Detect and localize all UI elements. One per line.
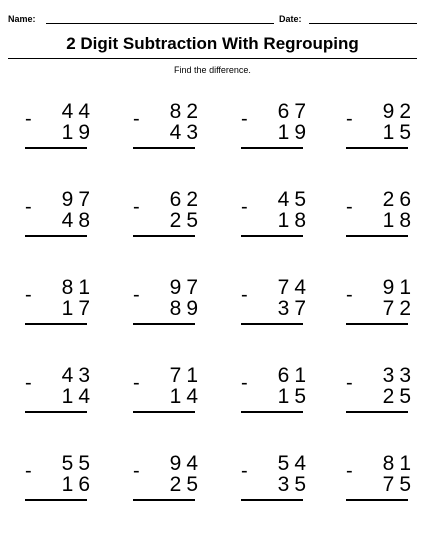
subtrahend: 15 (277, 385, 311, 408)
minuend: 44 (61, 100, 95, 123)
name-field-line[interactable] (46, 23, 274, 24)
subtrahend: 19 (277, 121, 311, 144)
answer-line[interactable] (25, 499, 87, 501)
minuend: 94 (169, 452, 203, 475)
subtrahend: 37 (277, 297, 311, 320)
subtrahend: 16 (61, 473, 95, 496)
answer-line[interactable] (241, 147, 303, 149)
minus-sign: - (241, 372, 248, 394)
subtraction-problem (133, 360, 203, 420)
minus-sign: - (25, 460, 32, 482)
answer-line[interactable] (346, 411, 408, 413)
subtraction-problem (346, 184, 416, 244)
subtraction-problem (25, 448, 95, 508)
subtrahend: 43 (169, 121, 203, 144)
subtraction-problem (241, 96, 311, 156)
minuend: 62 (169, 188, 203, 211)
worksheet-header (8, 12, 417, 26)
minuend: 71 (169, 364, 203, 387)
minus-sign: - (25, 284, 32, 306)
subtraction-problem (241, 272, 311, 332)
subtraction-problem (25, 360, 95, 420)
minus-sign: - (346, 372, 353, 394)
minus-sign: - (346, 460, 353, 482)
minuend: 92 (382, 100, 416, 123)
subtraction-problem (241, 448, 311, 508)
answer-line[interactable] (133, 323, 195, 325)
minuend: 33 (382, 364, 416, 387)
minuend: 97 (61, 188, 95, 211)
answer-line[interactable] (133, 147, 195, 149)
minuend: 26 (382, 188, 416, 211)
subtraction-problem (241, 360, 311, 420)
subtrahend: 72 (382, 297, 416, 320)
answer-line[interactable] (241, 323, 303, 325)
minus-sign: - (241, 196, 248, 218)
answer-line[interactable] (25, 323, 87, 325)
subtrahend: 25 (169, 473, 203, 496)
minuend: 45 (277, 188, 311, 211)
date-field-line[interactable] (309, 23, 417, 24)
answer-line[interactable] (346, 147, 408, 149)
minus-sign: - (133, 372, 140, 394)
subtrahend: 18 (277, 209, 311, 232)
minus-sign: - (133, 196, 140, 218)
answer-line[interactable] (25, 235, 87, 237)
subtraction-problem (133, 184, 203, 244)
minus-sign: - (346, 108, 353, 130)
minus-sign: - (25, 196, 32, 218)
answer-line[interactable] (241, 235, 303, 237)
subtrahend: 35 (277, 473, 311, 496)
subtraction-problem (346, 448, 416, 508)
answer-line[interactable] (346, 499, 408, 501)
subtraction-problem (346, 360, 416, 420)
subtrahend: 18 (382, 209, 416, 232)
minus-sign: - (241, 108, 248, 130)
answer-line[interactable] (346, 323, 408, 325)
subtraction-problem (346, 272, 416, 332)
minus-sign: - (346, 284, 353, 306)
minus-sign: - (241, 460, 248, 482)
subtraction-problem (25, 184, 95, 244)
minus-sign: - (346, 196, 353, 218)
minuend: 55 (61, 452, 95, 475)
minus-sign: - (133, 460, 140, 482)
minuend: 81 (382, 452, 416, 475)
worksheet-title: 2 Digit Subtraction With Regrouping (66, 34, 359, 53)
minus-sign: - (133, 284, 140, 306)
subtrahend: 89 (169, 297, 203, 320)
date-label: Date: (279, 14, 302, 24)
subtraction-problem (133, 96, 203, 156)
subtraction-problem (346, 96, 416, 156)
subtraction-problem (25, 272, 95, 332)
minus-sign: - (133, 108, 140, 130)
minuend: 91 (382, 276, 416, 299)
minuend: 74 (277, 276, 311, 299)
subtraction-problem (25, 96, 95, 156)
subtraction-problem (133, 272, 203, 332)
minus-sign: - (241, 284, 248, 306)
instruction-text: Find the difference. (174, 65, 251, 75)
answer-line[interactable] (25, 411, 87, 413)
subtrahend: 17 (61, 297, 95, 320)
answer-line[interactable] (25, 147, 87, 149)
subtrahend: 48 (61, 209, 95, 232)
subtrahend: 14 (169, 385, 203, 408)
minuend: 67 (277, 100, 311, 123)
subtrahend: 75 (382, 473, 416, 496)
answer-line[interactable] (133, 499, 195, 501)
minus-sign: - (25, 372, 32, 394)
answer-line[interactable] (133, 411, 195, 413)
minus-sign: - (25, 108, 32, 130)
minuend: 43 (61, 364, 95, 387)
subtrahend: 25 (382, 385, 416, 408)
subtrahend: 15 (382, 121, 416, 144)
subtrahend: 14 (61, 385, 95, 408)
minuend: 97 (169, 276, 203, 299)
subtrahend: 19 (61, 121, 95, 144)
subtrahend: 25 (169, 209, 203, 232)
answer-line[interactable] (346, 235, 408, 237)
minuend: 54 (277, 452, 311, 475)
title-divider (8, 58, 417, 59)
answer-line[interactable] (241, 499, 303, 501)
minuend: 81 (61, 276, 95, 299)
minuend: 61 (277, 364, 311, 387)
answer-line[interactable] (241, 411, 303, 413)
answer-line[interactable] (133, 235, 195, 237)
name-label: Name: (8, 14, 36, 24)
subtraction-problem (241, 184, 311, 244)
minuend: 82 (169, 100, 203, 123)
subtraction-problem (133, 448, 203, 508)
